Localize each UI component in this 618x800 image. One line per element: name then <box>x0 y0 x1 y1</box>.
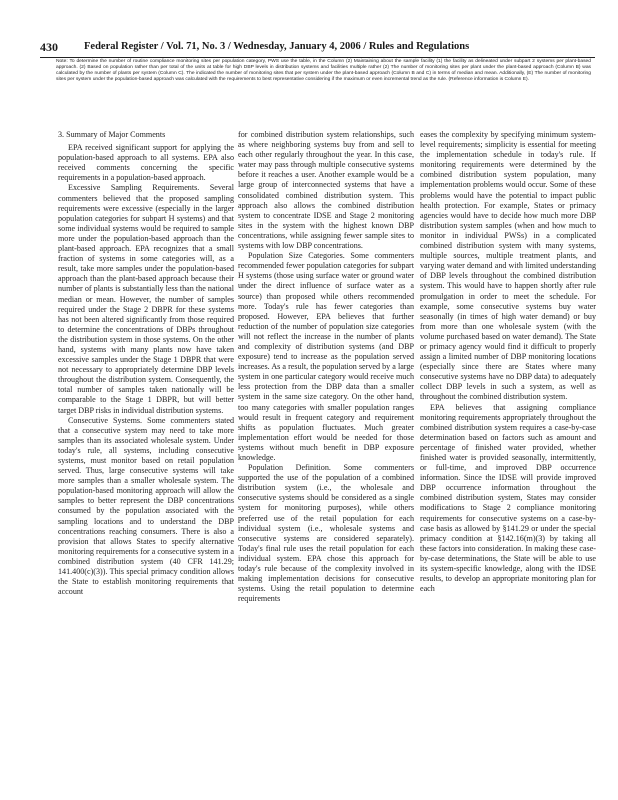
paragraph: EPA received significant support for applying the population-based approach to all systems. EPA also received comments concerning the specific requirements in a population-based approach. <box>58 143 234 183</box>
table-note: Note: To determine the number of routine compliance monitoring sites per population category, PWS use the table, in the Column (2) Maintaining about the sample facility (1) the facility as delineated under subpart 2 systems per plant-based approach. (2) Based on population rather than per total of the units at table for high DBP levels in distribution systems and facilities multiple rather (2) The number of monitoring sites per plant under the plant-based approach (Column B) was calculated by the number of plants per system (Column C). The indicated the number of monitoring sites that per system under the plant-based approach (Column B and C) in terms of median and mean. Additionally, (E) The number of monitoring sites per system under the population-based approach was calculated with the requirements to best representative considering if the maximum or even incremental trend as the rule. (Reference information is Column E). <box>56 59 591 83</box>
page-number: 430 <box>40 40 58 54</box>
paragraph: Excessive Sampling Requirements. Several commenters believed that the proposed sampling requirements were excessive (especially in the larger population categories for subpart H systems) and that some individual systems would be required to sample more under the population-based approach than the plant-based approach. EPA recognizes that a small fraction of systems in some categories will, as a result, take more samples under the population-based approach than the plant-based approach because their number of plants is substantially less than the national median or mean. However, the number of samples required under the Stage 2 DBPR for these systems has not been altered significantly from those required to determine the concentrations of DBPs throughout the distribution system in those systems. On the other hand, systems with many plants now have taken excessive samples under the Stage 1 DBPR that were not necessary to appropriately determine DBP levels throughout the distribution system. Consequently, the total number of samples taken nationally will be comparable to the Stage 1 DBPR, but will better target DBP risks in individual distribution systems. <box>58 183 234 415</box>
running-title: Federal Register / Vol. 71, No. 3 / Wednesday, January 4, 2006 / Rules and Regulations <box>84 41 470 52</box>
text-column-3 <box>420 130 596 790</box>
paragraph: Consecutive Systems. Some commenters stated that a consecutive system may need to take more samples than its associated wholesale system. Under today's rule, all systems, including consecutive systems, must monitor based on retail population served. Thus, large consecutive systems will take more samples than a smaller wholesale system. The population-based monitoring approach will allow the samples to better represent the DBP concentrations consumed by the population associated with the sampling locations and to understand the DBP concentrations reaching consumers. There is also a provision that allows States to specify alternative monitoring requirements for a consecutive system in a combined distribution system (40 CFR 141.29; 141.400(c)(3)). This special primacy condition allows the State to establish monitoring requirements that account <box>58 415 234 597</box>
paragraph: eases the complexity by specifying minimum system-level requirements; simplicity is essential for meeting the implementation schedule in today's rule. If monitoring requirements were determined by the combined distribution system population, many implementation problems would occur. Some of these problems would have the potential to impact public health protection. For example, States or primacy agencies would have to decide how much more DBP distribution system samples (when and how much to monitor in individual PWSs) in a complicated combined distribution system with many systems, multiple sources, multiple treatment plants, and varying water demand and with limited understanding of DBP levels throughout the combined distribution system. This would have to happen shortly after rule promulgation in order to meet the schedule. For example, some consecutive systems buy water seasonally (in times of high water demand) or buy from more than one wholesale system (with the volume purchased based on water demand). The State or primacy agency would find it difficult to properly assign a limited number of DBP monitoring locations (especially since there are States where many consecutive systems have no DBP data) to adequately collect DBP levels in such a system, as well as throughout the combined distribution system. <box>420 130 596 402</box>
paragraph: Population Definition. Some commenters supported the use of the population of a combined distribution system (i.e., the wholesale and consecutive systems should be considered as a single system for monitoring purposes), while others preferred use of the retail population for each individual system (i.e., wholesale systems and consecutive systems are considered separately). Today's final rule uses the retail population for each individual system. EPA chose this approach for today's rule because of the complexity involved in making implementation decisions for consecutive systems. Using the retail population to determine requirements <box>238 463 414 604</box>
paragraph: Population Size Categories. Some commenters recommended fewer population categories for subpart H systems (those using surface water or ground water under the direct influence of surface water as a source) than proposed while others recommended more. Today's rule has fewer categories than proposed. However, EPA believes that further reduction of the number of population size categories will not reflect the increase in the number of plants and complexity of distribution systems (and DBP exposure) tend to increase as the population served increases. As a result, the population served by a large system in one particular category would receive much less protection from the DBP data than a smaller system in the same size category. On the other hand, too many categories with smaller population ranges would result in frequent category and requirement shifts as population fluctuates. Much greater implementation effort would be needed for those systems without much benefit in DBP exposure knowledge. <box>238 251 414 462</box>
text-column-1 <box>58 130 234 790</box>
paragraph: EPA believes that assigning compliance monitoring requirements appropriately throughout the combined distribution system requires a case-by-case determination based on factors such as amount and percentage of finished water provided, whether finished water is provided seasonally, intermittently, or full-time, and improved DBP occurrence information. Since the IDSE will provide improved DBP occurrence information throughout the combined distribution system, States may consider modifications to Stage 2 compliance monitoring requirements for consecutive systems on a case-by-case basis as allowed by §141.29 or under the special primacy condition at §142.16(m)(3) by taking all these factors into consideration. In making these case-by-case determinations, the State will be able to use its system-specific knowledge, along with the IDSE results, to develop an appropriate monitoring plan for each <box>420 402 596 594</box>
header-rule <box>40 57 595 58</box>
section-heading: 3. Summary of Major Comments <box>58 130 166 139</box>
paragraph: for combined distribution system relationships, such as where neighboring systems buy from and sell to each other regularly throughout the year. In this case, water may pass through multiple consecutive systems before it reaches a user. Another example would be a large group of interconnected systems that have a consolidated combined distribution system. This approach also allows the combined distribution system to concentrate IDSE and Stage 2 monitoring sites in the system with the highest known DBP concentrations, while assigning fewer sample sites to systems with low DBP concentrations. <box>238 130 414 251</box>
page-header <box>40 40 595 54</box>
text-column-2 <box>238 130 414 790</box>
